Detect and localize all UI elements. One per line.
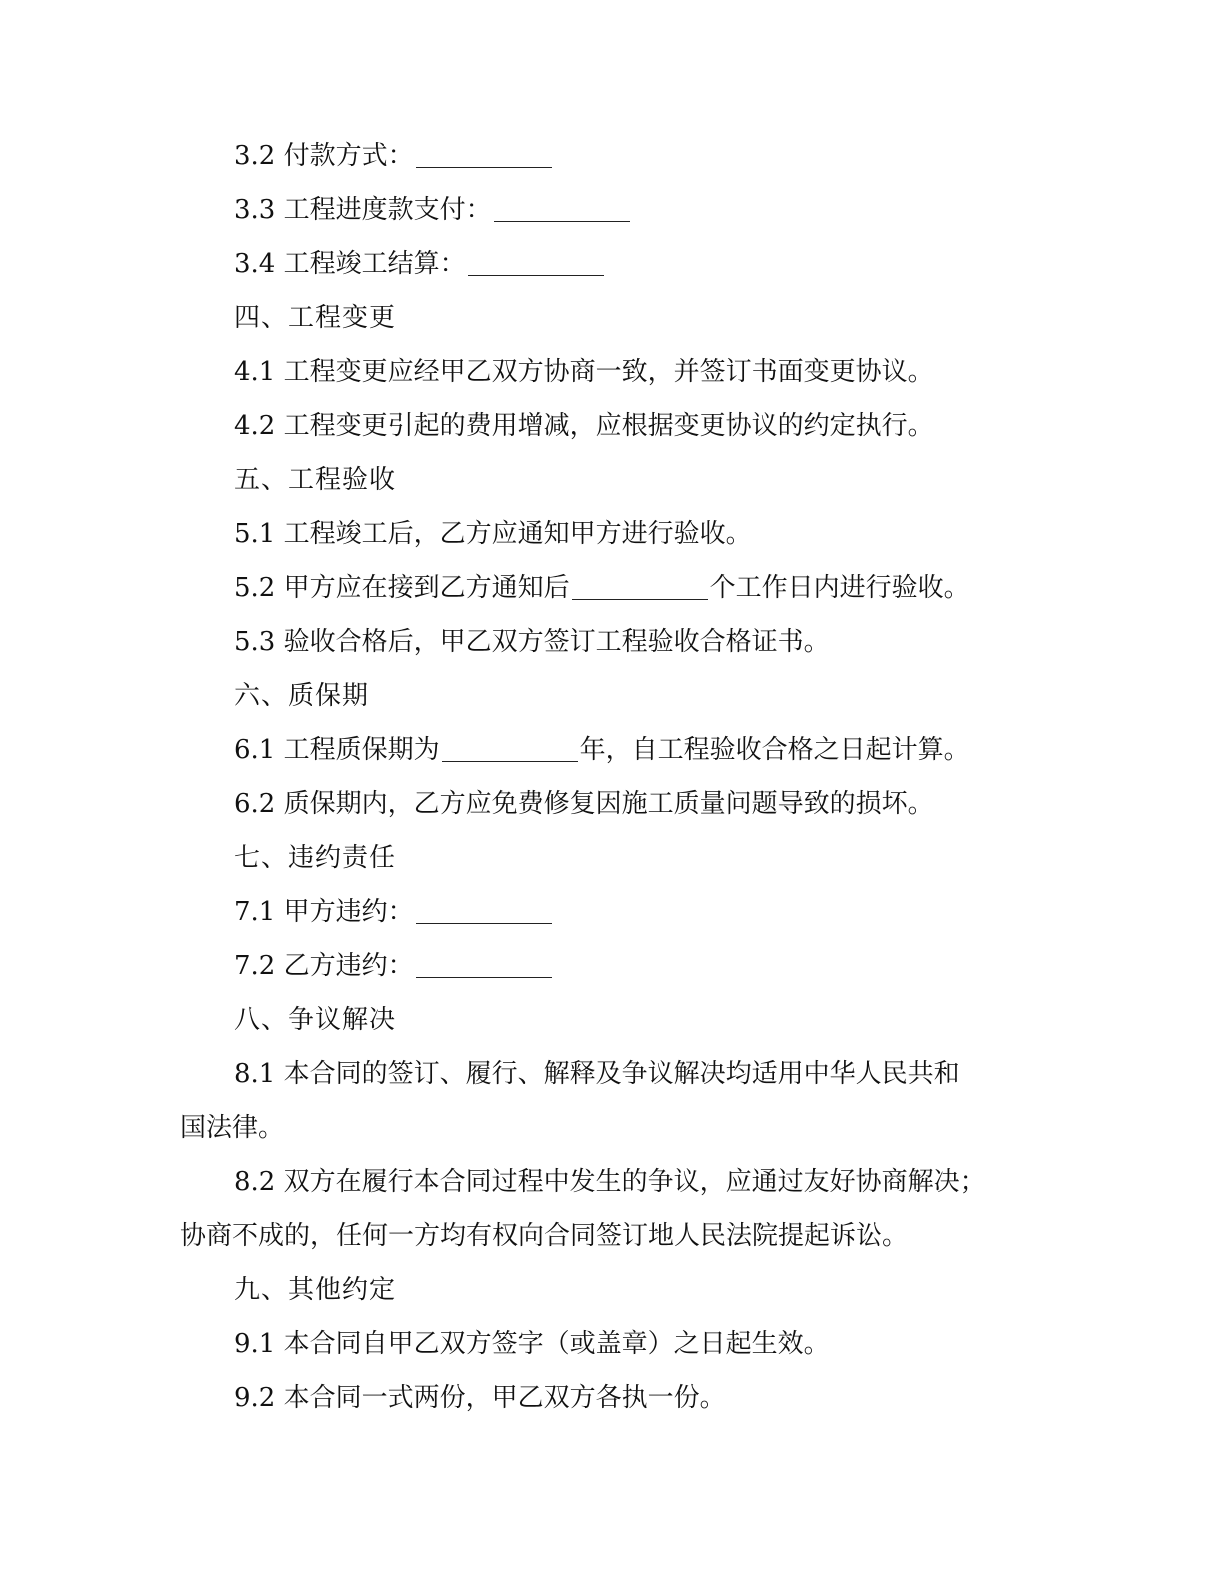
clause-3-3-label: 3.3 工程进度款支付： (234, 195, 492, 225)
clause-8-2-line-1: 8.2 双方在履行本合同过程中发生的争议，应通过友好协商解决； (234, 1167, 986, 1197)
section-7-title: 七、违约责任 (234, 843, 397, 873)
blank-warranty-years[interactable] (442, 731, 578, 762)
clause-6-1-after: 年，自工程验收合格之日起计算。 (579, 735, 970, 765)
clause-5-1: 5.1 工程竣工后，乙方应通知甲方进行验收。 (234, 519, 752, 549)
clause-8-1-line-2: 国法律。 (180, 1113, 285, 1143)
section-6-title: 六、质保期 (234, 681, 370, 711)
clause-6-2: 6.2 质保期内，乙方应免费修复因施工质量问题导致的损坏。 (234, 789, 934, 819)
clause-7-1-label: 7.1 甲方违约： (234, 897, 414, 927)
clause-5-2-after: 个工作日内进行验收。 (709, 573, 970, 603)
clause-6-1 (180, 723, 1060, 777)
section-9-title: 九、其他约定 (234, 1275, 397, 1305)
clause-5-2 (180, 561, 1060, 615)
clause-8-2-line-2: 协商不成的，任何一方均有权向合同签订地人民法院提起诉讼。 (180, 1221, 909, 1251)
clause-9-1: 9.1 本合同自甲乙双方签字（或盖章）之日起生效。 (234, 1329, 830, 1359)
clause-7-2 (180, 939, 1060, 993)
blank-acceptance-days[interactable] (572, 569, 708, 600)
clause-4-2: 4.2 工程变更引起的费用增减，应根据变更协议的约定执行。 (234, 411, 934, 441)
clause-5-3: 5.3 验收合格后，甲乙双方签订工程验收合格证书。 (234, 627, 830, 657)
clause-8-1-line-1: 8.1 本合同的签订、履行、解释及争议解决均适用中华人民共和 (234, 1059, 960, 1089)
clause-5-2-label: 5.2 甲方应在接到乙方通知后 (234, 573, 570, 603)
blank-progress-payment[interactable] (494, 191, 630, 222)
section-5-title: 五、工程验收 (234, 465, 397, 495)
clause-3-3 (180, 183, 1060, 237)
blank-final-settlement[interactable] (468, 245, 604, 276)
blank-payment-method[interactable] (416, 137, 552, 168)
clause-3-2-label: 3.2 付款方式： (234, 141, 414, 171)
clause-4-1: 4.1 工程变更应经甲乙双方协商一致，并签订书面变更协议。 (234, 357, 934, 387)
blank-party-b-breach[interactable] (416, 947, 552, 978)
clause-7-1 (180, 885, 1060, 939)
clause-9-2: 9.2 本合同一式两份，甲乙双方各执一份。 (234, 1383, 726, 1413)
clause-3-4-label: 3.4 工程竣工结算： (234, 249, 466, 279)
clause-6-1-label: 6.1 工程质保期为 (234, 735, 440, 765)
clause-3-4 (180, 237, 1060, 291)
section-8-title: 八、争议解决 (234, 1005, 397, 1035)
blank-party-a-breach[interactable] (416, 893, 552, 924)
section-4-title: 四、工程变更 (234, 303, 397, 333)
clause-7-2-label: 7.2 乙方违约： (234, 951, 414, 981)
contract-body (180, 129, 1060, 1425)
clause-3-2 (180, 129, 1060, 183)
